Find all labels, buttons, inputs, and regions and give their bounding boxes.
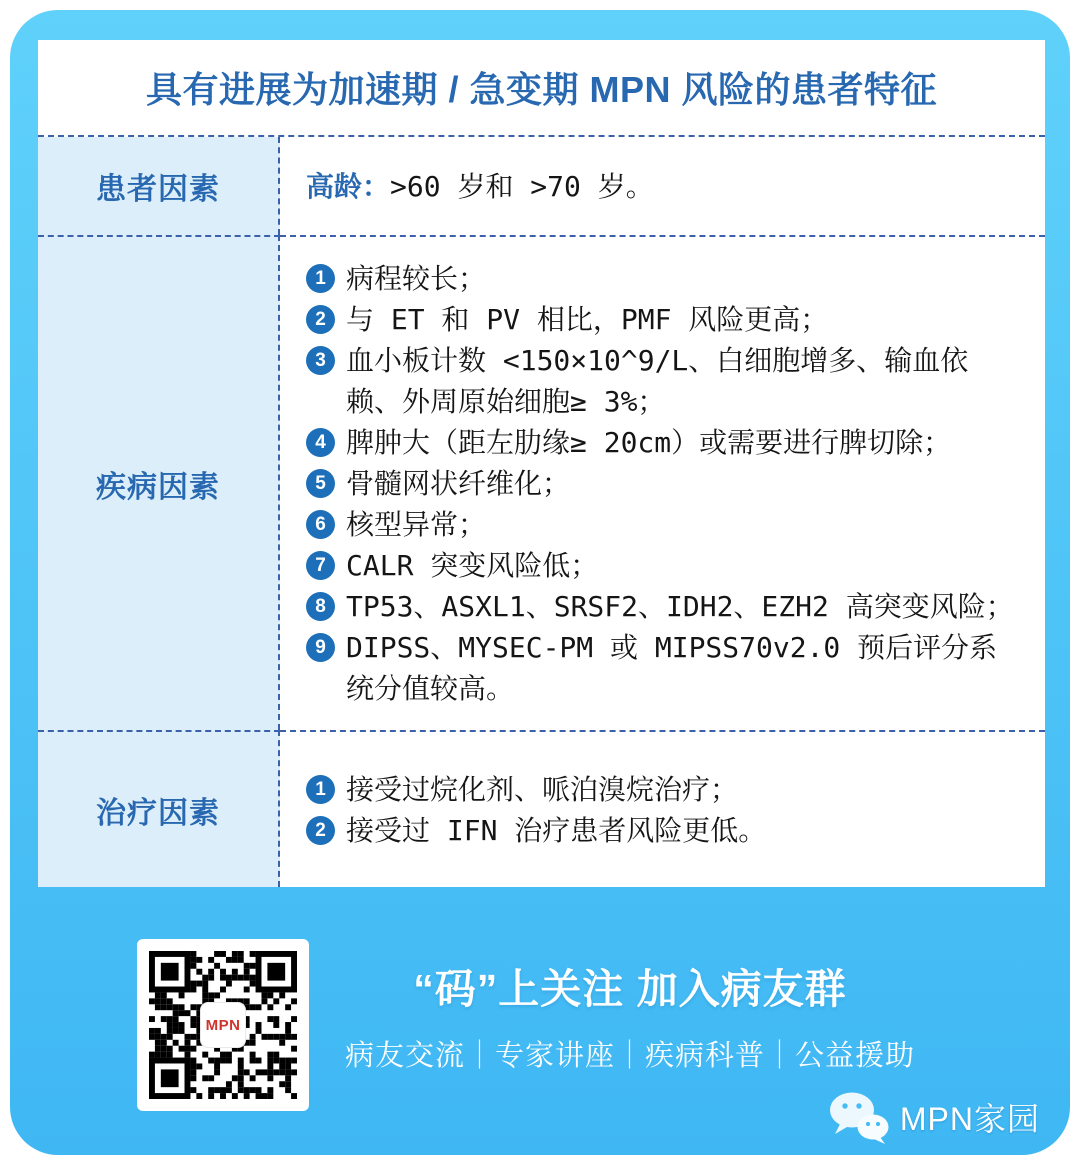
item-text: TP53、ASXL1、SRSF2、IDH2、EZH2 高突变风险； [346, 590, 1014, 623]
page-title: 具有进展为加速期 / 急变期 MPN 风险的患者特征 [145, 69, 937, 110]
patient-factor-lead: 高龄： [306, 169, 391, 203]
qr-code [137, 939, 309, 1111]
patient-factor-text [306, 166, 1023, 207]
item-text: 接受过烷化剂、哌泊溴烷治疗； [346, 772, 739, 806]
item-text: 骨髓网状纤维化； [346, 467, 571, 500]
brand-badge [828, 1090, 1040, 1144]
item-text: 血小板计数 <150×10^9/L、白细胞增多、输血依赖、外周原始细胞≥ 3%； [346, 344, 969, 418]
factor-item [306, 463, 1023, 504]
row-label-disease-factors [38, 235, 280, 730]
factor-item [306, 299, 1023, 340]
disease-factor-list [306, 258, 1023, 709]
item-number-badge: 1 [306, 264, 335, 293]
factor-item [306, 586, 1023, 627]
wechat-icon [828, 1090, 890, 1144]
factor-item [306, 340, 1023, 422]
item-text: 病程较长； [346, 262, 487, 295]
item-text: DIPSS、MYSEC-PM 或 MIPSS70v2.0 预后评分系统分值较高。 [346, 631, 998, 705]
brand-name: MPN家园 [899, 1101, 1040, 1137]
item-number-badge: 9 [306, 633, 335, 662]
row-label-text: 疾病因素 [96, 470, 220, 504]
follow-headline: “码”上关注 加入病友群 [413, 966, 847, 1012]
disease-factors-content [280, 235, 1045, 730]
factor-item [306, 258, 1023, 299]
item-number-badge: 7 [306, 551, 335, 580]
item-number-badge: 8 [306, 592, 335, 621]
item-text: CALR 突变风险低； [346, 549, 599, 582]
item-number-badge: 2 [306, 816, 335, 845]
item-number-badge: 4 [306, 428, 335, 457]
item-number-badge: 1 [306, 775, 335, 804]
table-title-row [38, 40, 1045, 137]
factor-item [306, 422, 1023, 463]
item-text: 接受过 IFN 治疗患者风险更低。 [346, 813, 767, 847]
patient-factor-detail: >60 岁和 >70 岁。 [390, 169, 654, 203]
treatment-factor-list [306, 769, 1023, 851]
qr-center-logo: MPN [200, 1002, 246, 1048]
factor-item [306, 810, 1023, 851]
row-label-patient-factors [38, 137, 280, 235]
patient-factors-content [280, 137, 1045, 235]
factor-item [306, 627, 1023, 709]
item-text: 脾肿大（距左肋缘≥ 20cm）或需要进行脾切除； [346, 426, 952, 459]
row-label-text: 治疗因素 [96, 796, 220, 830]
risk-table-card [38, 40, 1045, 887]
factor-item [306, 545, 1023, 586]
follow-captions [310, 956, 950, 1074]
item-number-badge: 5 [306, 469, 335, 498]
row-label-text: 患者因素 [96, 173, 220, 206]
item-number-badge: 3 [306, 346, 335, 375]
factor-item [306, 769, 1023, 810]
item-text: 核型异常； [346, 508, 487, 541]
treatment-factors-content [280, 730, 1045, 887]
item-number-badge: 2 [306, 305, 335, 334]
row-label-treatment-factors [38, 730, 280, 887]
factor-item [306, 504, 1023, 545]
item-text: 与 ET 和 PV 相比，PMF 风险更高； [346, 303, 829, 336]
follow-subline: 病友交流｜专家讲座｜疾病科普｜公益援助 [344, 1040, 915, 1072]
item-number-badge: 6 [306, 510, 335, 539]
